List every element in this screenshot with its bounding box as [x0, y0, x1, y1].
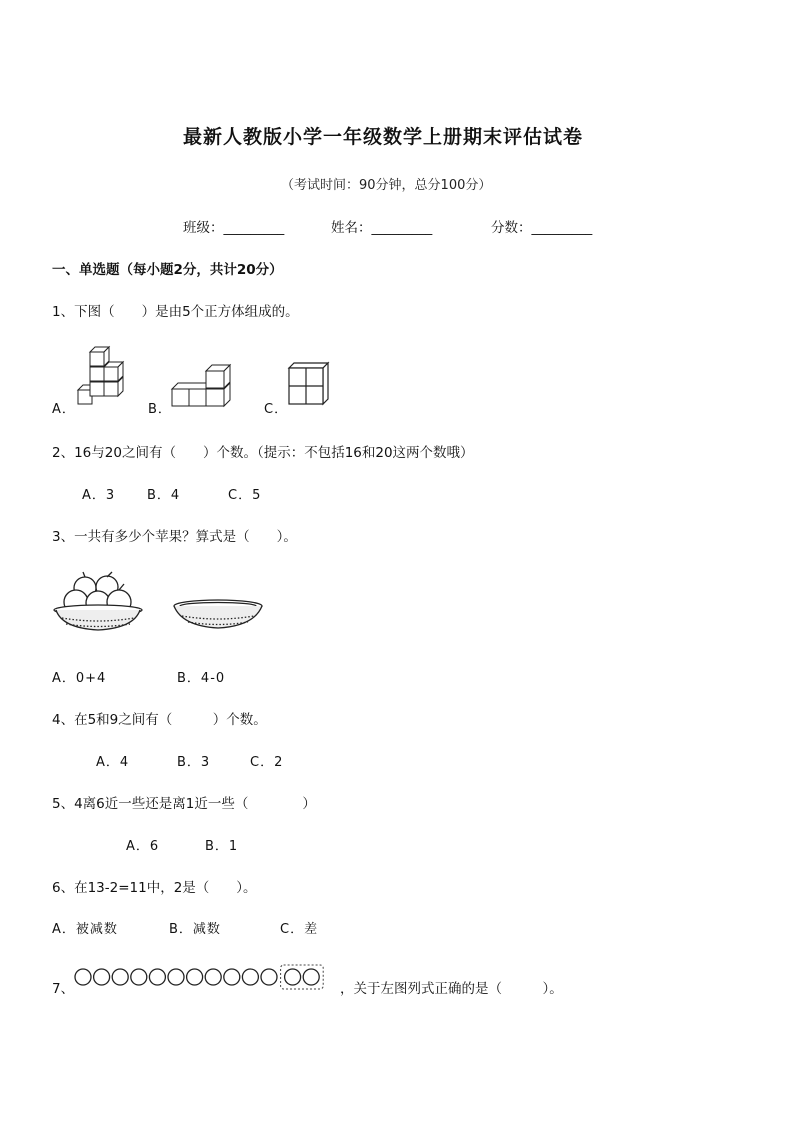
- q3-option-a[interactable]: A．0+4: [52, 671, 107, 686]
- question-2-stem: 2、16与20之间有（ ）个数。（提示：不包括16和20这两个数哦）: [52, 445, 474, 461]
- question-7-prefix: 7、: [52, 981, 75, 997]
- question-5-stem: 5、4离6近一些还是离1近一些（ ）: [52, 796, 316, 812]
- q1-cube-figure-a: [78, 344, 128, 406]
- circle-mark: [168, 969, 184, 985]
- exam-subtitle: （考试时间：90分钟，总分100分）: [281, 178, 492, 193]
- page-title: 最新人教版小学一年级数学上册期末评估试卷: [183, 126, 584, 148]
- circle-mark: [187, 969, 203, 985]
- circle-mark: [112, 969, 128, 985]
- circle-mark: [224, 969, 240, 985]
- circle-mark: [303, 969, 319, 985]
- q3-option-b[interactable]: B．4-0: [177, 671, 226, 686]
- question-7-suffix: ，关于左图列式正确的是（ ）。: [340, 981, 563, 997]
- q2-option-a[interactable]: A．3: [82, 488, 116, 503]
- q6-option-b[interactable]: B．减数: [169, 922, 221, 937]
- class-field[interactable]: 班级：_________: [183, 220, 285, 236]
- circle-mark: [205, 969, 221, 985]
- q5-option-b[interactable]: B．1: [205, 839, 239, 854]
- q4-option-b[interactable]: B．3: [177, 755, 211, 770]
- q6-option-c[interactable]: C．差: [280, 922, 319, 937]
- question-3-stem: 3、一共有多少个苹果？算式是（ ）。: [52, 529, 297, 545]
- q6-option-a[interactable]: A．被减数: [52, 922, 118, 937]
- q4-option-a[interactable]: A．4: [96, 755, 130, 770]
- circle-mark: [261, 969, 277, 985]
- circle-mark: [242, 969, 258, 985]
- q2-option-c[interactable]: C．5: [228, 488, 262, 503]
- circle-mark: [285, 969, 301, 985]
- q1-cube-figure-b: [172, 362, 234, 408]
- apple-bowl-image: [52, 572, 144, 634]
- q1-option-b[interactable]: B．: [148, 402, 172, 417]
- circle-mark: [131, 969, 147, 985]
- q1-option-c[interactable]: C．: [264, 402, 289, 417]
- q1-option-a[interactable]: A．: [52, 402, 76, 417]
- section-heading: 一、单选题（每小题2分，共计20分）: [52, 262, 283, 278]
- name-field[interactable]: 姓名：_________: [331, 220, 433, 236]
- score-field[interactable]: 分数：_________: [491, 220, 593, 236]
- empty-bowl-image: [172, 598, 264, 632]
- circle-mark: [149, 969, 165, 985]
- q1-cube-figure-c: [287, 362, 331, 406]
- question-1-stem: 1、下图（ ）是由5个正方体组成的。: [52, 304, 299, 320]
- circle-row-figure: [74, 962, 330, 992]
- circle-mark: [94, 969, 110, 985]
- circle-mark: [75, 969, 91, 985]
- question-4-stem: 4、在5和9之间有（ ）个数。: [52, 712, 267, 728]
- q4-option-c[interactable]: C．2: [250, 755, 284, 770]
- q5-option-a[interactable]: A．6: [126, 839, 160, 854]
- q2-option-b[interactable]: B．4: [147, 488, 181, 503]
- question-6-stem: 6、在13-2=11中，2是（ ）。: [52, 880, 257, 896]
